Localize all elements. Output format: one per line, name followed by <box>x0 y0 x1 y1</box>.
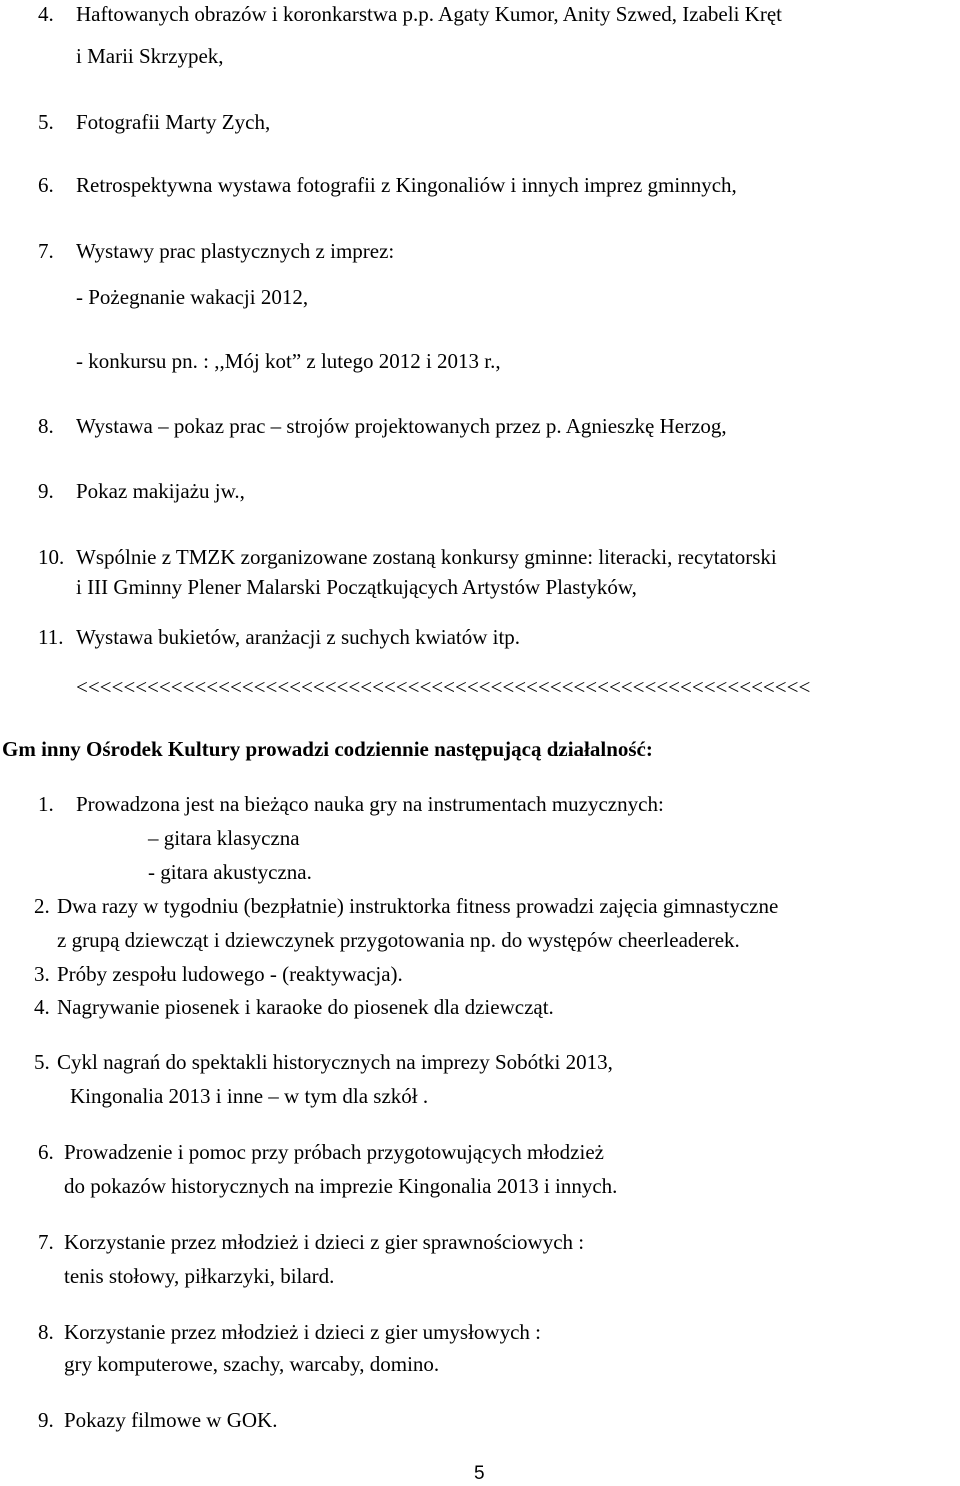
list-item-number: 7. <box>38 239 54 263</box>
list-item-number: 1. <box>38 792 54 816</box>
list-item-text: Dwa razy w tygodniu (bezpłatnie) instruktorka fitness prowadzi zajęcia gimnastyczne <box>57 894 779 918</box>
list-item-text: Wystawa bukietów, aranżacji z suchych kwiatów itp. <box>76 625 521 649</box>
list-item-text: Wspólnie z TMZK zorganizowane zostaną konkursy gminne: literacki, recytatorski <box>76 545 777 569</box>
list-item-number: 5. <box>34 1050 50 1074</box>
list-item-text: Haftowanych obrazów i koronkarstwa p.p. Agaty Kumor, Anity Szwed, Izabeli Kręt <box>76 2 782 26</box>
list-item-continuation: do pokazów historycznych na imprezie Kingonalia 2013 i innych. <box>64 1174 618 1198</box>
list-item-continuation: i III Gminny Plener Malarski Początkujących Artystów Plastyków, <box>76 575 637 599</box>
list-item-continuation: - Pożegnanie wakacji 2012, <box>76 285 309 309</box>
list-item-text: Fotografii Marty Zych, <box>76 110 271 134</box>
separator-line: <<<<<<<<<<<<<<<<<<<<<<<<<<<<<<<<<<<<<<<<<<<<<<<<<<<<<<<<<<<<<< <box>76 675 811 699</box>
list-item-number: 6. <box>38 1140 54 1164</box>
list-item-continuation: tenis stołowy, piłkarzyki, bilard. <box>64 1264 335 1288</box>
list-item-text: Wystawy prac plastycznych z imprez: <box>76 239 395 263</box>
list-item-number: 5. <box>38 110 54 134</box>
list-item-number: 4. <box>38 2 54 26</box>
list-item-number: 2. <box>34 894 50 918</box>
list-item-text: Pokaz makijażu jw., <box>76 479 245 503</box>
list-item-number: 8. <box>38 414 54 438</box>
list-item-number: 8. <box>38 1320 54 1344</box>
list-item-number: 6. <box>38 173 54 197</box>
list-item-continuation: z grupą dziewcząt i dziewczynek przygotowania np. do występów cheerleaderek. <box>57 928 740 952</box>
list-item-text: Cykl nagrań do spektakli historycznych na imprezy Sobótki 2013, <box>57 1050 613 1074</box>
list-item-continuation: - konkursu pn. : ,,Mój kot” z lutego 2012 i 2013 r., <box>76 349 501 373</box>
list-item-text: Retrospektywna wystawa fotografii z Kingonaliów i innych imprez gminnych, <box>76 173 737 197</box>
list-item-number: 4. <box>34 995 50 1019</box>
list-item-number: 7. <box>38 1230 54 1254</box>
list-item-number: 10. <box>38 545 65 569</box>
list-item-text: Korzystanie przez młodzież i dzieci z gier umysłowych : <box>64 1320 541 1344</box>
page-number: 5 <box>474 1463 485 1484</box>
list-item-continuation: gry komputerowe, szachy, warcaby, domino. <box>64 1352 440 1376</box>
list-item-continuation: i Marii Skrzypek, <box>76 44 224 68</box>
list-item-number: 11. <box>38 625 64 649</box>
list-item-text: Próby zespołu ludowego - (reaktywacja). <box>57 962 403 986</box>
list-item-text: Pokazy filmowe w GOK. <box>64 1408 278 1432</box>
list-item-number: 9. <box>38 1408 54 1432</box>
list-item-number: 3. <box>34 962 50 986</box>
section-heading: Gm inny Ośrodek Kultury prowadzi codziennie następującą działalność: <box>2 737 653 761</box>
list-item-continuation: Kingonalia 2013 i inne – w tym dla szkół . <box>70 1084 429 1108</box>
list-item-continuation: – gitara klasyczna <box>148 826 300 850</box>
list-item-number: 9. <box>38 479 54 503</box>
list-item-text: Prowadzona jest na bieżąco nauka gry na instrumentach muzycznych: <box>76 792 664 816</box>
list-item-text: Korzystanie przez młodzież i dzieci z gier sprawnościowych : <box>64 1230 585 1254</box>
list-item-text: Nagrywanie piosenek i karaoke do piosenek dla dziewcząt. <box>57 995 554 1019</box>
list-item-text: Wystawa – pokaz prac – strojów projektowanych przez p. Agnieszkę Herzog, <box>76 414 727 438</box>
list-item-continuation: - gitara akustyczna. <box>148 860 312 884</box>
list-item-text: Prowadzenie i pomoc przy próbach przygotowujących młodzież <box>64 1140 604 1164</box>
